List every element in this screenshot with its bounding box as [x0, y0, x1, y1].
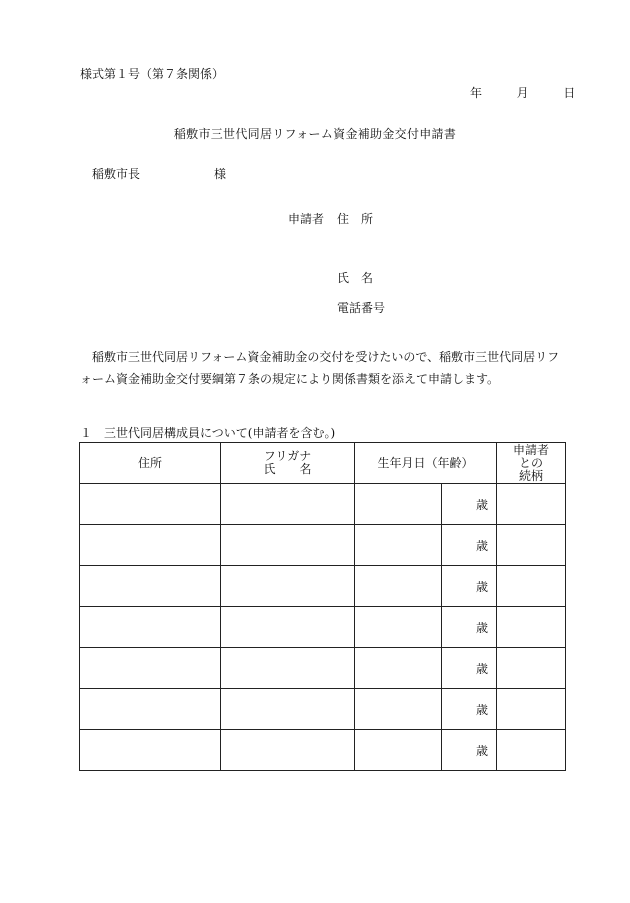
table-row	[80, 730, 566, 771]
table-row	[80, 484, 566, 525]
address-cell[interactable]	[80, 566, 221, 607]
document-title: 稲敷市三世代同居リフォーム資金補助金交付申請書	[173, 127, 457, 141]
relation-cell[interactable]	[497, 525, 566, 566]
date-line	[470, 87, 575, 99]
name-cell[interactable]	[221, 484, 355, 525]
application-statement: 稲敷市三世代同居リフォーム資金補助金の交付を受けたいので、稲敷市三世代同居リフォーム資金補助金交付要綱第７条の規定により関係書類を添えて申請します。	[80, 350, 560, 386]
relation-cell[interactable]	[497, 607, 566, 648]
name-cell[interactable]	[221, 566, 355, 607]
birthdate-cell[interactable]	[355, 689, 442, 730]
date-month: 月	[516, 86, 529, 100]
table-row	[80, 525, 566, 566]
table-row	[80, 566, 566, 607]
address-label: 住 所	[337, 212, 374, 226]
address-cell[interactable]	[80, 730, 221, 771]
age-cell[interactable]: 歳	[442, 566, 497, 607]
form-number: 様式第１号（第７条関係）	[80, 67, 225, 81]
age-cell[interactable]: 歳	[442, 689, 497, 730]
birthdate-cell[interactable]	[355, 484, 442, 525]
relation-cell[interactable]	[497, 730, 566, 771]
members-table	[79, 442, 566, 771]
relation-cell[interactable]	[497, 689, 566, 730]
header-birthdate: 生年月日（年齢）	[355, 443, 497, 484]
table-header-row	[80, 443, 566, 484]
age-cell[interactable]: 歳	[442, 730, 497, 771]
age-cell[interactable]: 歳	[442, 607, 497, 648]
header-name	[221, 443, 355, 484]
table-row	[80, 607, 566, 648]
header-address: 住所	[80, 443, 221, 484]
table-row	[80, 648, 566, 689]
age-cell[interactable]: 歳	[442, 484, 497, 525]
birthdate-cell[interactable]	[355, 607, 442, 648]
table-row	[80, 689, 566, 730]
relation-cell[interactable]	[497, 648, 566, 689]
relation-cell[interactable]	[497, 484, 566, 525]
header-name-label: 氏 名	[263, 462, 312, 476]
applicant-label: 申請者	[288, 212, 325, 226]
birthdate-cell[interactable]	[355, 730, 442, 771]
age-cell[interactable]: 歳	[442, 648, 497, 689]
birthdate-cell[interactable]	[355, 648, 442, 689]
phone-label: 電話番号	[337, 301, 386, 315]
header-relation-line3: 続柄	[518, 468, 543, 483]
name-label: 氏 名	[337, 271, 374, 285]
date-year: 年	[470, 86, 483, 100]
address-cell[interactable]	[80, 484, 221, 525]
header-relation-line1: 申請者	[512, 442, 549, 457]
address-cell[interactable]	[80, 607, 221, 648]
addressee-honorific: 様	[214, 167, 227, 181]
address-cell[interactable]	[80, 689, 221, 730]
birthdate-cell[interactable]	[355, 566, 442, 607]
relation-cell[interactable]	[497, 566, 566, 607]
address-cell[interactable]	[80, 525, 221, 566]
header-furigana: フリガナ	[263, 449, 312, 463]
date-day: 日	[563, 86, 576, 100]
header-relation	[497, 443, 566, 484]
name-cell[interactable]	[221, 730, 355, 771]
header-relation-line2: との	[518, 455, 543, 470]
name-cell[interactable]	[221, 689, 355, 730]
address-cell[interactable]	[80, 648, 221, 689]
birthdate-cell[interactable]	[355, 525, 442, 566]
name-cell[interactable]	[221, 525, 355, 566]
name-cell[interactable]	[221, 648, 355, 689]
section-heading: １ 三世代同居構成員について(申請者を含む。)	[80, 426, 336, 440]
addressee-name: 稲敷市長	[92, 167, 141, 181]
age-cell[interactable]: 歳	[442, 525, 497, 566]
name-cell[interactable]	[221, 607, 355, 648]
